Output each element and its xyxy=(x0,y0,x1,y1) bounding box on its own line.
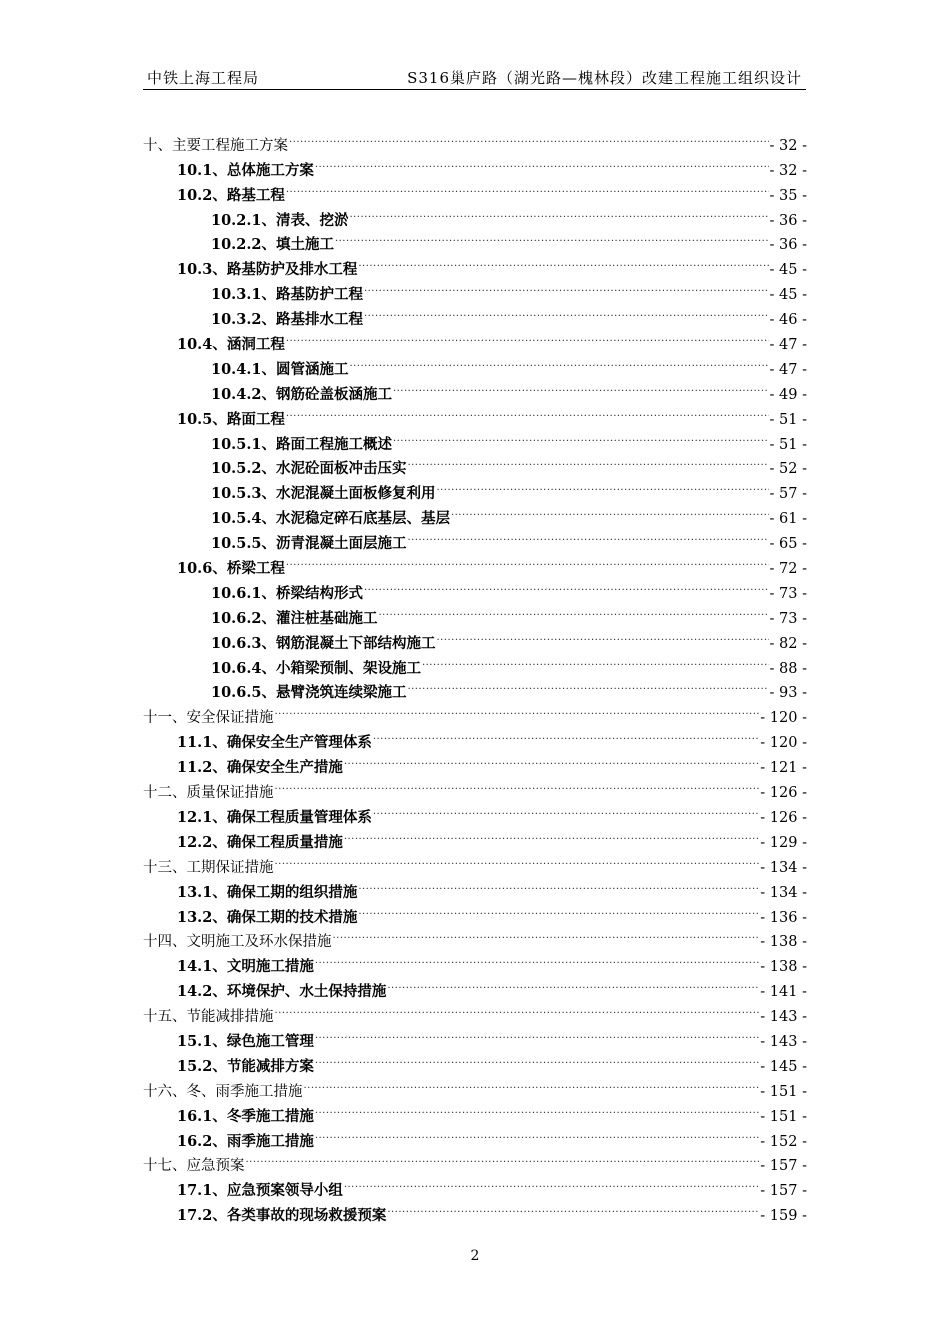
toc-dot-leader xyxy=(358,872,759,897)
toc-entry-title: 10.6.5、悬臂浇筑连续梁施工 xyxy=(211,684,407,702)
toc-dot-leader xyxy=(387,1195,759,1220)
toc-entry-page: - 47 - xyxy=(769,337,807,354)
toc-dot-leader xyxy=(349,200,768,225)
toc-entry-page: - 51 - xyxy=(769,411,807,428)
toc-dot-leader xyxy=(422,648,769,673)
toc-entry-title: 10.5.2、水泥砼面板冲击压实 xyxy=(211,460,407,478)
toc-dot-leader xyxy=(407,673,768,698)
toc-dot-leader xyxy=(373,797,759,822)
toc-dot-leader xyxy=(275,996,760,1021)
toc-entry-title: 10.3、路基防护及排水工程 xyxy=(177,261,358,279)
toc-entry-title: 十四、文明施工及环水保措施 xyxy=(143,934,332,951)
toc-entry-title: 十五、节能减排措施 xyxy=(143,1009,274,1026)
toc-entry-page: - 141 - xyxy=(760,984,807,1001)
toc-dot-leader xyxy=(436,473,768,498)
toc-entry-page: - 51 - xyxy=(769,436,807,453)
toc-entry-page: - 138 - xyxy=(760,934,807,951)
toc-entry-page: - 57 - xyxy=(769,486,807,503)
toc-entry-page: - 157 - xyxy=(760,1183,807,1200)
toc-dot-leader xyxy=(286,399,769,424)
toc-entry-page: - 126 - xyxy=(760,785,807,802)
header-company: 中铁上海工程局 xyxy=(147,69,260,87)
toc-entry-page: - 36 - xyxy=(769,237,807,254)
toc-dot-leader xyxy=(364,573,769,598)
page-number: 2 xyxy=(470,1248,480,1264)
toc-entry-title: 10.4、涵洞工程 xyxy=(177,336,285,354)
toc-entry-page: - 61 - xyxy=(769,511,807,528)
toc-entry-title: 15.2、节能减排方案 xyxy=(177,1057,314,1075)
toc-dot-leader xyxy=(358,249,768,274)
toc-dot-leader xyxy=(378,598,768,623)
toc-dot-leader xyxy=(304,1071,760,1096)
toc-dot-leader xyxy=(393,424,769,449)
toc-entry-page: - 138 - xyxy=(760,959,807,976)
toc-entry-title: 11.2、确保安全生产措施 xyxy=(177,759,343,777)
table-of-contents xyxy=(143,125,807,1225)
toc-entry-page: - 121 - xyxy=(760,760,807,777)
toc-entry-page: - 134 - xyxy=(760,859,807,876)
toc-dot-leader xyxy=(349,349,768,374)
toc-entry-title: 十七、应急预案 xyxy=(143,1158,245,1175)
toc-entry[interactable] xyxy=(143,125,807,154)
toc-dot-leader xyxy=(364,299,769,324)
toc-entry-title: 13.1、确保工期的组织措施 xyxy=(177,883,358,901)
toc-dot-leader xyxy=(315,1046,759,1071)
toc-entry-page: - 72 - xyxy=(769,561,807,578)
toc-dot-leader xyxy=(373,722,759,747)
toc-entry-title: 10.6、桥梁工程 xyxy=(177,560,285,578)
toc-entry-title: 12.1、确保工程质量管理体系 xyxy=(177,808,372,826)
toc-entry-page: - 47 - xyxy=(769,361,807,378)
toc-dot-leader xyxy=(246,1146,760,1171)
toc-dot-leader xyxy=(286,548,769,573)
toc-dot-leader xyxy=(286,175,769,200)
toc-dot-leader xyxy=(286,324,769,349)
toc-entry-title: 10.5.4、水泥稳定碎石底基层、基层 xyxy=(211,510,450,528)
toc-entry-title: 十、主要工程施工方案 xyxy=(143,137,288,154)
toc-entry-title: 17.2、各类事故的现场救援预案 xyxy=(177,1207,387,1225)
toc-entry-title: 11.1、确保安全生产管理体系 xyxy=(177,734,372,752)
toc-entry-page: - 65 - xyxy=(769,536,807,553)
toc-entry-title: 16.1、冬季施工措施 xyxy=(177,1107,314,1125)
toc-entry-title: 10.2.1、清表、挖淤 xyxy=(211,211,349,229)
toc-entry-title: 10.6.3、钢筋混凝土下部结构施工 xyxy=(211,634,436,652)
toc-dot-leader xyxy=(407,523,768,548)
header-document-title: S316巢庐路（湖光路—槐林段）改建工程施工组织设计 xyxy=(407,69,802,87)
toc-entry-page: - 143 - xyxy=(760,1033,807,1050)
toc-entry-page: - 49 - xyxy=(769,386,807,403)
toc-dot-leader xyxy=(344,747,759,772)
toc-dot-leader xyxy=(275,847,760,872)
toc-entry-page: - 145 - xyxy=(760,1058,807,1075)
toc-entry-title: 10.6.2、灌注桩基础施工 xyxy=(211,609,378,627)
toc-entry-title: 10.5.3、水泥混凝土面板修复利用 xyxy=(211,485,436,503)
toc-dot-leader xyxy=(344,1170,759,1195)
toc-entry-page: - 120 - xyxy=(760,710,807,727)
toc-dot-leader xyxy=(344,822,759,847)
toc-entry-page: - 32 - xyxy=(769,137,807,154)
toc-entry-page: - 45 - xyxy=(769,287,807,304)
toc-entry-page: - 82 - xyxy=(769,635,807,652)
toc-entry-page: - 52 - xyxy=(769,461,807,478)
toc-entry-page: - 88 - xyxy=(769,660,807,677)
toc-entry-page: - 129 - xyxy=(760,834,807,851)
toc-entry-page: - 35 - xyxy=(769,187,807,204)
toc-dot-leader xyxy=(358,897,759,922)
toc-entry-page: - 159 - xyxy=(760,1208,807,1225)
toc-entry-title: 10.2.2、填土施工 xyxy=(211,236,334,254)
toc-entry-title: 14.2、环境保护、水土保持措施 xyxy=(177,983,387,1001)
toc-entry-title: 10.5、路面工程 xyxy=(177,410,285,428)
toc-dot-leader xyxy=(393,374,769,399)
toc-entry-title: 10.5.5、沥青混凝土面层施工 xyxy=(211,535,407,553)
toc-entry-title: 10.3.1、路基防护工程 xyxy=(211,286,363,304)
toc-dot-leader xyxy=(364,274,769,299)
toc-dot-leader xyxy=(407,449,768,474)
toc-entry-title: 10.1、总体施工方案 xyxy=(177,161,314,179)
toc-entry-title: 十六、冬、雨季施工措施 xyxy=(143,1083,303,1100)
toc-entry-title: 13.2、确保工期的技术措施 xyxy=(177,908,358,926)
toc-entry-page: - 36 - xyxy=(769,212,807,229)
toc-entry-page: - 152 - xyxy=(760,1133,807,1150)
toc-dot-leader xyxy=(436,623,768,648)
toc-entry-title: 17.1、应急预案领导小组 xyxy=(177,1182,343,1200)
toc-entry-page: - 143 - xyxy=(760,1009,807,1026)
toc-entry-page: - 157 - xyxy=(760,1158,807,1175)
toc-entry-page: - 46 - xyxy=(769,312,807,329)
toc-entry-title: 10.2、路基工程 xyxy=(177,186,285,204)
toc-entry-page: - 136 - xyxy=(760,909,807,926)
toc-dot-leader xyxy=(315,946,759,971)
toc-dot-leader xyxy=(335,225,769,250)
toc-dot-leader xyxy=(315,1121,759,1146)
toc-dot-leader xyxy=(451,498,769,523)
toc-entry-title: 十一、安全保证措施 xyxy=(143,710,274,727)
toc-dot-leader xyxy=(315,150,769,175)
toc-entry-page: - 151 - xyxy=(760,1108,807,1125)
toc-entry-title: 10.3.2、路基排水工程 xyxy=(211,311,363,329)
toc-entry-title: 14.1、文明施工措施 xyxy=(177,958,314,976)
toc-entry-title: 10.6.1、桥梁结构形式 xyxy=(211,584,363,602)
toc-dot-leader xyxy=(333,922,760,947)
toc-dot-leader xyxy=(315,1021,759,1046)
toc-entry-page: - 45 - xyxy=(769,262,807,279)
toc-entry-title: 十三、工期保证措施 xyxy=(143,859,274,876)
toc-entry-page: - 120 - xyxy=(760,735,807,752)
toc-dot-leader xyxy=(289,125,769,150)
toc-entry-title: 12.2、确保工程质量措施 xyxy=(177,833,343,851)
toc-entry-page: - 93 - xyxy=(769,685,807,702)
toc-dot-leader xyxy=(315,1096,759,1121)
page-header xyxy=(143,67,806,90)
toc-entry-title: 10.4.2、钢筋砼盖板涵施工 xyxy=(211,385,392,403)
toc-entry-title: 16.2、雨季施工措施 xyxy=(177,1132,314,1150)
toc-entry-title: 10.6.4、小箱梁预制、架设施工 xyxy=(211,659,421,677)
toc-entry-title: 十二、质量保证措施 xyxy=(143,785,274,802)
toc-entry-page: - 134 - xyxy=(760,884,807,901)
toc-entry-page: - 73 - xyxy=(769,585,807,602)
toc-entry-page: - 73 - xyxy=(769,610,807,627)
toc-entry-title: 10.4.1、圆管涵施工 xyxy=(211,360,349,378)
toc-dot-leader xyxy=(275,772,760,797)
toc-entry-page: - 126 - xyxy=(760,809,807,826)
toc-entry-title: 15.1、绿色施工管理 xyxy=(177,1032,314,1050)
toc-entry-title: 10.5.1、路面工程施工概述 xyxy=(211,435,392,453)
toc-entry-page: - 32 - xyxy=(769,162,807,179)
toc-entry-page: - 151 - xyxy=(760,1083,807,1100)
toc-dot-leader xyxy=(275,697,760,722)
toc-dot-leader xyxy=(387,971,759,996)
